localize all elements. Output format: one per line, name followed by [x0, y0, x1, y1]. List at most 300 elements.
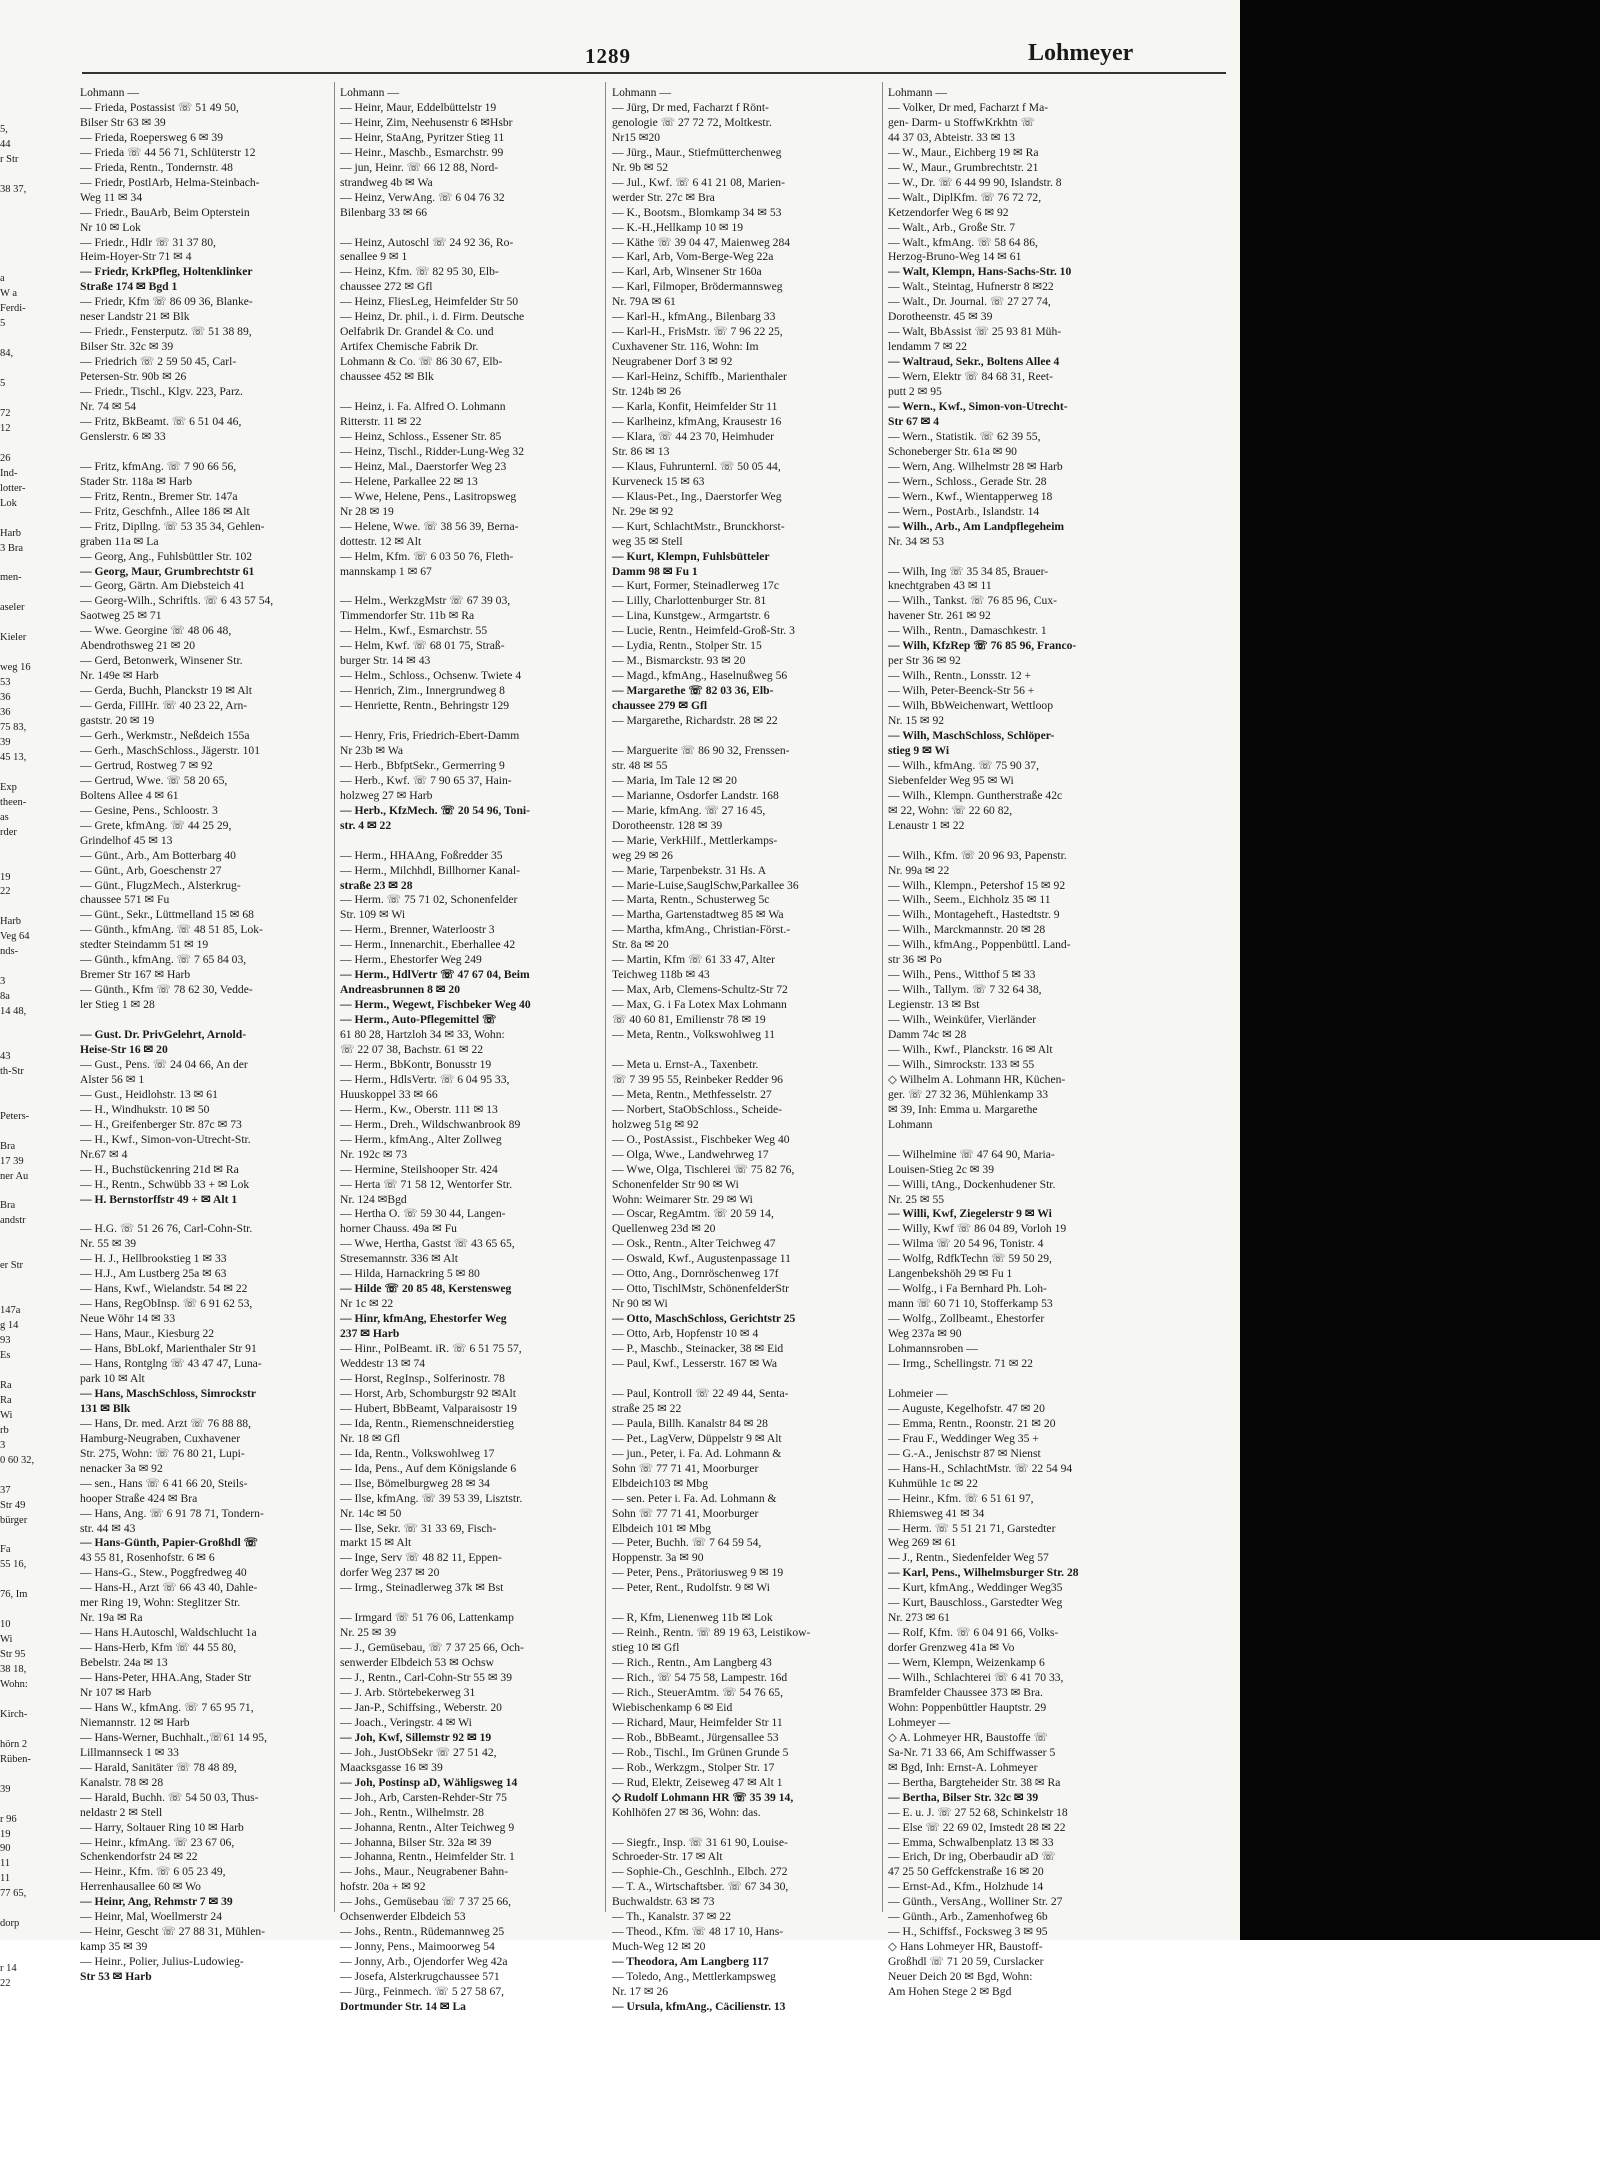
directory-entry: — Paul, Kwf., Lesserstr. 167 ✉ Wa	[612, 1357, 778, 1371]
directory-entry: — Friedr, KrkPfleg, Holtenklinker	[80, 265, 253, 279]
directory-entry: — Hinr., PolBeamt. iR. ☏ 6 51 75 57,	[340, 1342, 522, 1356]
directory-entry: Nr 1c ✉ 22	[340, 1297, 394, 1311]
directory-entry: Str. 124b ✉ 26	[612, 385, 681, 399]
directory-entry: — Wern, Elektr ☏ 84 68 31, Reet-	[888, 370, 1054, 384]
directory-entry: — Willi, Kwf, Ziegelerstr 9 ✉ Wi	[888, 1207, 1052, 1221]
directory-entry: Nr. 9b ✉ 52	[612, 160, 669, 174]
directory-entry: — Herm., Milchhdl, Billhorner Kanal-	[340, 863, 520, 877]
directory-entry: — Volker, Dr med, Facharzt f Ma-	[888, 100, 1049, 114]
directory-entry	[340, 1596, 598, 1611]
directory-entry: — Wilh, MaschSchloss, Schlöper-	[888, 728, 1055, 742]
margin-fragment: 5	[0, 318, 6, 330]
directory-entry: — Gertrud, Wwe. ☏ 58 20 65,	[80, 773, 228, 787]
directory-entry: Abendrothsweg 21 ✉ 20	[80, 639, 196, 653]
directory-entry: Nr. 18 ✉ Gfl	[340, 1431, 400, 1445]
directory-entry: Nr. 79A ✉ 61	[612, 295, 676, 309]
directory-entry: Genslerstr. 6 ✉ 33	[80, 429, 166, 443]
directory-entry: 43 55 81, Rosenhofstr. 6 ✉ 6	[80, 1551, 215, 1565]
directory-entry: — Wern, Ang. Wilhelmstr 28 ✉ Harb	[888, 459, 1063, 473]
directory-entry: — Ilse, Bömelburgweg 28 ✉ 34	[340, 1476, 490, 1490]
directory-entry: Maacksgasse 16 ✉ 39	[340, 1760, 443, 1774]
directory-entry: Schroeder-Str. 17 ✉ Alt	[612, 1850, 723, 1864]
directory-entry: — Friedr, PostlArb, Helma-Steinbach-	[80, 175, 260, 189]
directory-entry: — Wilh., Tankst. ☏ 76 85 96, Cux-	[888, 594, 1057, 608]
directory-entry: — Hertha O. ☏ 59 30 44, Langen-	[340, 1207, 506, 1221]
directory-entry: — Wolfg., i Fa Bernhard Ph. Loh-	[888, 1282, 1047, 1296]
margin-fragment	[0, 1035, 58, 1050]
directory-entry: — Wilh., kfmAng., Poppenbüttl. Land-	[888, 938, 1071, 952]
directory-entry: mann ☏ 60 71 10, Stofferkamp 53	[888, 1297, 1053, 1311]
margin-fragment: ner Au	[0, 1170, 29, 1182]
margin-fragment: 93	[0, 1335, 11, 1347]
directory-entry: Stader Str. 118a ✉ Harb	[80, 474, 192, 488]
directory-entry: Bremer Str 167 ✉ Harb	[80, 968, 191, 982]
column-divider	[334, 82, 335, 1912]
directory-entry: — Lilly, Charlottenburger Str. 81	[612, 594, 767, 608]
margin-fragment: dorp	[0, 1918, 20, 1930]
directory-entry	[340, 385, 598, 400]
directory-entry: — Fritz, Dipllng. ☏ 53 35 34, Gehlen-	[80, 519, 265, 533]
directory-entry: — Heinr, Mal, Woellmerstr 24	[80, 1910, 222, 1924]
directory-entry: Herzog-Bruno-Weg 14 ✉ 61	[888, 250, 1022, 264]
margin-fragment: weg 16	[0, 662, 31, 674]
margin-fragment: 11	[0, 1858, 11, 1870]
margin-fragment: 10	[0, 1619, 11, 1631]
margin-fragment	[0, 437, 58, 452]
directory-entry: Nr. 15 ✉ 92	[888, 714, 945, 728]
directory-entry: — Günt., FlugzMech., Alsterkrug-	[80, 878, 241, 892]
directory-entry: — Gerda, FillHr. ☏ 40 23 22, Arn-	[80, 699, 248, 713]
directory-entry: Weddestr 13 ✉ 74	[340, 1357, 426, 1371]
margin-fragment: 55 16,	[0, 1559, 27, 1571]
directory-entry: — Helm., WerkzgMstr ☏ 67 39 03,	[340, 594, 511, 608]
directory-entry: Nr. 17 ✉ 26	[612, 1985, 669, 1999]
directory-entry: — Ursula, kfmAng., Cäcilienstr. 13	[612, 2000, 786, 2013]
directory-entry: — Josefa, Alsterkrugchaussee 571	[340, 1970, 500, 1984]
directory-entry: — Hilda, Harnackring 5 ✉ 80	[340, 1267, 480, 1281]
directory-entry: ✉ 39, Inh: Emma u. Margarethe	[888, 1102, 1038, 1116]
directory-entry: Schonenfelder Str 90 ✉ Wi	[612, 1177, 739, 1191]
margin-fragment: Wi	[0, 1409, 13, 1421]
directory-entry: — Hans-G., Stew., Poggfredweg 40	[80, 1566, 247, 1580]
directory-entry: — Walt, Klempn, Hans-Sachs-Str. 10	[888, 265, 1072, 279]
directory-entry: Damm 98 ✉ Fu 1	[612, 564, 698, 578]
directory-entry: — J. Arb. Störtebekerweg 31	[340, 1685, 476, 1699]
directory-entry: — Karl, Pens., Wilhelmsburger Str. 28	[888, 1566, 1079, 1580]
margin-fragment: 22	[0, 886, 11, 898]
directory-entry: — Herm., Wegewt, Fischbeker Weg 40	[340, 998, 531, 1012]
directory-entry: — Heinz, FliesLeg, Heimfelder Str 50	[340, 295, 519, 309]
margin-fragment	[0, 257, 58, 272]
directory-entry: — Friedrich ☏ 2 59 50 45, Carl-	[80, 355, 237, 369]
directory-entry: — Rolf, Kfm. ☏ 6 04 91 66, Volks-	[888, 1626, 1059, 1640]
directory-entry: — Karla, Konfit, Heimfelder Str 11	[612, 400, 778, 414]
directory-entry: 44 37 03, Abteistr. 33 ✉ 13	[888, 130, 1015, 144]
directory-entry: — Georg, Maur, Grumbrechtstr 61	[80, 564, 255, 578]
directory-entry: — Georg, Ang., Fuhlsbüttler Str. 102	[80, 549, 253, 563]
directory-entry: Lillmannseck 1 ✉ 33	[80, 1745, 179, 1759]
directory-entry: Niemannstr. 12 ✉ Harb	[80, 1715, 190, 1729]
margin-fragment: hörn 2	[0, 1738, 28, 1750]
directory-entry: — Auguste, Kegelhofstr. 47 ✉ 20	[888, 1401, 1045, 1415]
directory-entry: — Rob., Tischl., Im Grünen Grunde 5	[612, 1745, 789, 1759]
directory-entry: — Günth., VersAng., Wolliner Str. 27	[888, 1895, 1063, 1909]
directory-entry: — Waltraud, Sekr., Boltens Allee 4	[888, 355, 1060, 369]
directory-entry: Huuskoppel 33 ✉ 66	[340, 1087, 438, 1101]
directory-entry: — M., Bismarckstr. 93 ✉ 20	[612, 654, 746, 668]
column-heading: Lohmann —	[80, 86, 139, 99]
margin-fragment: lotter-	[0, 482, 26, 494]
directory-entry: stieg 9 ✉ Wi	[888, 743, 950, 757]
directory-entry: — Walt., Arb., Große Str. 7	[888, 220, 1016, 234]
directory-entry: — H., Rentn., Schwübb 33 + ✉ Lok	[80, 1177, 250, 1191]
directory-entry: — H., Buchstückenring 21d ✉ Ra	[80, 1162, 239, 1176]
directory-entry: — Marta, Rentn., Schusterweg 5c	[612, 893, 770, 907]
directory-entry: — Walt., Dr. Journal. ☏ 27 27 74,	[888, 295, 1051, 309]
directory-entry: — Rich., Rentn., Am Langberg 43	[612, 1656, 772, 1670]
directory-entry: — Erich, Dr ing, Oberbaudir aD ☏	[888, 1850, 1056, 1864]
directory-entry: — Heinz, Tischl., Ridder-Lung-Weg 32	[340, 444, 524, 458]
directory-entry: — Gust., Heidlohstr. 13 ✉ 61	[80, 1087, 218, 1101]
directory-entry: Großhdl ☏ 71 20 59, Curslacker	[888, 1955, 1044, 1969]
margin-fragment: 19	[0, 1828, 11, 1840]
directory-entry: — Lina, Kunstgew., Armgartstr. 6	[612, 609, 770, 623]
directory-entry	[80, 1207, 330, 1222]
directory-entry: Oelfabrik Dr. Grandel & Co. und	[340, 325, 494, 339]
directory-entry: — Wilma ☏ 20 54 96, Tonistr. 4	[888, 1237, 1044, 1251]
margin-fragment	[0, 168, 58, 183]
directory-entry: dorfer Weg 237 ✉ 20	[340, 1566, 440, 1580]
directory-entry: — Heinr., Kfm. ☏ 6 51 61 97,	[888, 1491, 1034, 1505]
directory-entry: — Wilh., Simrockstr. 133 ✉ 55	[888, 1057, 1035, 1071]
directory-entry: — Wern., Kwf., Simon-von-Utrecht-	[888, 400, 1068, 414]
directory-entry: Neuer Deich 20 ✉ Bgd, Wohn:	[888, 1970, 1033, 1984]
directory-entry: Nr. 99a ✉ 22	[888, 863, 950, 877]
directory-entry: mer Ring 19, Wohn: Steglitzer Str.	[80, 1596, 241, 1610]
margin-fragment	[0, 856, 58, 871]
directory-entry: Elbdeich 101 ✉ Mbg	[612, 1521, 711, 1535]
directory-entry: — H.J., Am Lustberg 25a ✉ 63	[80, 1267, 227, 1281]
directory-entry: — Heinz, Autoschl ☏ 24 92 36, Ro-	[340, 235, 514, 249]
directory-entry: — Oswald, Kwf., Augustenpassage 11	[612, 1252, 791, 1266]
directory-entry: — Ilse, kfmAng. ☏ 39 53 39, Lisztstr.	[340, 1491, 523, 1505]
directory-entry: Nr. 124 ✉Bgd	[340, 1192, 407, 1206]
margin-fragment	[0, 1469, 58, 1484]
directory-entry: — Olga, Wwe., Landwehrweg 17	[612, 1147, 769, 1161]
directory-entry: — Jürg., Feinmech. ☏ 5 27 58 67,	[340, 1985, 505, 1999]
directory-entry: — Johs., Maur., Neugrabener Bahn-	[340, 1865, 509, 1879]
directory-entry: — Frau F., Weddinger Weg 35 +	[888, 1431, 1039, 1445]
scan-background-dark	[1240, 0, 1600, 1940]
directory-entry: — Heinz, Schloss., Essener Str. 85	[340, 429, 502, 443]
directory-entry: — Joh., Rentn., Wilhelmstr. 28	[340, 1805, 484, 1819]
directory-entry: senwerder Elbdeich 53 ✉ Ochsw	[340, 1656, 494, 1670]
directory-entry: — Johanna, Rentn., Alter Teichweg 9	[340, 1820, 515, 1834]
margin-fragment: 43	[0, 1050, 11, 1062]
directory-entry: knechtgraben 43 ✉ 11	[888, 579, 992, 593]
margin-fragment: 84,	[0, 348, 14, 360]
directory-entry: — Herm., HHAAng, Foßredder 35	[340, 848, 503, 862]
directory-entry: — Günt., Arb., Am Botterbarg 40	[80, 848, 236, 862]
margin-fragment	[0, 1289, 58, 1304]
directory-entry: — Jul., Kwf. ☏ 6 41 21 08, Marien-	[612, 175, 785, 189]
margin-fragment	[0, 1693, 58, 1708]
directory-entry: Teichweg 118b ✉ 43	[612, 968, 710, 982]
margin-fragment	[0, 1798, 58, 1813]
directory-entry: graben 11a ✉ La	[80, 534, 159, 548]
directory-entry: — Hans, Kwf., Wielandstr. 54 ✉ 22	[80, 1282, 248, 1296]
directory-entry: — Kurt, kfmAng., Weddinger Weg35	[888, 1581, 1063, 1595]
directory-entry: nenacker 3a ✉ 92	[80, 1461, 163, 1475]
directory-entry: — Herm., HdlVertr ☏ 47 67 04, Beim	[340, 968, 530, 982]
directory-entry: — Wilh., Rentn., Damaschkestr. 1	[888, 624, 1047, 638]
directory-entry: — R, Kfm, Lienenweg 11b ✉ Lok	[612, 1611, 773, 1625]
directory-entry: — Klaus-Pet., Ing., Daerstorfer Weg	[612, 489, 782, 503]
directory-entry: — Marie-Luise,SauglSchw,Parkallee 36	[612, 878, 799, 892]
directory-entry: — Heinz, VerwAng. ☏ 6 04 76 32	[340, 190, 505, 204]
directory-entry: — Reinh., Rentn. ☏ 89 19 63, Leistikow-	[612, 1626, 811, 1640]
directory-entry: — Helm., Schloss., Ochsenw. Twiete 4	[340, 669, 522, 683]
directory-entry: — Joh., JustObSekr ☏ 27 51 42,	[340, 1745, 497, 1759]
directory-entry: — Hans, Rontglng ☏ 43 47 47, Luna-	[80, 1357, 262, 1371]
directory-entry	[612, 1043, 880, 1058]
directory-entry: ☏ 22 07 38, Bachstr. 61 ✉ 22	[340, 1043, 484, 1056]
directory-entry: — Friedr., Tischl., Klgv. 223, Parz.	[80, 385, 243, 399]
directory-entry: — Jan-P., Schiffsing., Weberstr. 20	[340, 1700, 502, 1714]
directory-entry: — Heinz, i. Fa. Alfred O. Lohmann	[340, 400, 506, 414]
margin-fragment	[0, 1185, 58, 1200]
margin-fragment: Str 49	[0, 1499, 26, 1511]
directory-entry: — Marie, kfmAng. ☏ 27 16 45,	[612, 803, 766, 817]
directory-entry: — Frieda, Rentn., Tondernstr. 48	[80, 160, 233, 174]
directory-entry: Kurveneck 15 ✉ 63	[612, 474, 705, 488]
directory-entry: — Klara, ☏ 44 23 70, Heimhuder	[612, 429, 774, 443]
margin-fragment: 76, Im	[0, 1589, 28, 1601]
directory-entry: — Martha, kfmAng., Christian-Först.-	[612, 923, 791, 937]
directory-entry: weg 29 ✉ 26	[612, 848, 673, 862]
margin-fragment: 12	[0, 422, 11, 434]
directory-entry: Nr15 ✉20	[612, 130, 661, 144]
directory-entry: — Hubert, BbBeamt, Valparaisostr 19	[340, 1401, 517, 1415]
directory-entry: ☏ 7 39 95 55, Reinbeker Redder 96	[612, 1072, 783, 1086]
margin-fragment: 5	[0, 378, 6, 390]
margin-fragment	[0, 213, 58, 228]
directory-entry: — Irmgard ☏ 51 76 06, Lattenkamp	[340, 1611, 514, 1625]
margin-fragment: g 14	[0, 1320, 19, 1332]
directory-entry: — Jürg., Maur., Stiefmütterchenweg	[612, 145, 782, 159]
directory-entry: — Hans-Herb, Kfm ☏ 44 55 80,	[80, 1641, 237, 1655]
margin-fragment	[0, 1723, 58, 1738]
directory-entry: Elbdeich103 ✉ Mbg	[612, 1476, 709, 1490]
directory-entry: — Marianne, Osdorfer Landstr. 168	[612, 788, 779, 802]
directory-entry: — jun., Peter, i. Fa. Ad. Lohmann &	[612, 1446, 782, 1460]
column-divider	[605, 82, 606, 1912]
directory-entry: — Wwe, Olga, Tischlerei ☏ 75 82 76,	[612, 1162, 795, 1176]
directory-entry: — Heinz, Dr. phil., i. d. Firm. Deutsche	[340, 310, 525, 324]
directory-entry: Nr. 14c ✉ 50	[340, 1506, 402, 1520]
margin-fragment	[0, 332, 58, 347]
directory-entry: Neue Wöhr 14 ✉ 33	[80, 1312, 176, 1326]
directory-entry: — W., Dr. ☏ 6 44 99 90, Islandstr. 8	[888, 175, 1062, 189]
directory-entry: — Günt., Arb, Goeschenstr 27	[80, 863, 222, 877]
directory-entry: Nr.67 ✉ 4	[80, 1147, 128, 1161]
column-divider	[882, 82, 883, 1912]
directory-entry: Ketzendorfer Weg 6 ✉ 92	[888, 205, 1009, 219]
margin-fragment	[0, 362, 58, 377]
directory-entry: Kohlhöfen 27 ✉ 36, Wohn: das.	[612, 1805, 761, 1819]
margin-fragment: 36	[0, 692, 11, 704]
directory-entry: — Maria, Im Tale 12 ✉ 20	[612, 773, 737, 787]
directory-entry: Nr 90 ✉ Wi	[612, 1297, 668, 1311]
directory-entry: — J., Rentn., Carl-Cohn-Str 55 ✉ 39	[340, 1671, 513, 1685]
directory-entry: — Helm, Kwf. ☏ 68 01 75, Straß-	[340, 639, 505, 653]
directory-entry: — Gust., Pens. ☏ 24 04 66, An der	[80, 1057, 248, 1071]
margin-fragment: theen-	[0, 796, 27, 808]
margin-fragment	[0, 93, 58, 108]
directory-entry: Nr. 34 ✉ 53	[888, 534, 945, 548]
margin-fragment	[0, 557, 58, 572]
directory-entry: — Max, G. i Fa Lotex Max Lohmann	[612, 998, 787, 1012]
directory-entry: Lenaustr 1 ✉ 22	[888, 818, 965, 832]
directory-entry: — E. u. J. ☏ 27 52 68, Schinkelstr 18	[888, 1805, 1068, 1819]
margin-fragment: 39	[0, 736, 11, 748]
directory-entry: Heim-Hoyer-Str 71 ✉ 4	[80, 250, 192, 264]
margin-fragment: 14 48,	[0, 1006, 27, 1018]
directory-entry: Boltens Allee 4 ✉ 61	[80, 788, 179, 802]
directory-entry: Nr. 192c ✉ 73	[340, 1147, 408, 1161]
directory-entry: — Joh., Arb, Carsten-Rehder-Str 75	[340, 1790, 507, 1804]
directory-entry: — Ida, Rentn., Riemenschneiderstieg	[340, 1416, 514, 1430]
directory-entry: — Else ☏ 22 69 02, Imstedt 28 ✉ 22	[888, 1820, 1066, 1834]
directory-entry: — Herm., Auto-Pflegemittel ☏	[340, 1013, 497, 1027]
margin-fragment: Kieler	[0, 632, 27, 644]
directory-entry: — Wilh., Tallym. ☏ 7 32 64 38,	[888, 983, 1042, 997]
directory-entry: lendamm 7 ✉ 22	[888, 340, 967, 354]
directory-entry: ✉ 22, Wohn: ☏ 22 60 82,	[888, 803, 1013, 817]
directory-entry: — Georg, Gärtn. Am Diebsteich 41	[80, 579, 245, 593]
margin-fragment: r 14	[0, 1963, 17, 1975]
directory-entry: — Marie, Tarpenbekstr. 31 Hs. A	[612, 863, 767, 877]
directory-entry: — Wwe, Helene, Pens., Lasitropsweg	[340, 489, 517, 503]
directory-entry: — Jürg, Dr med, Facharzt f Rönt-	[612, 100, 769, 114]
directory-entry: park 10 ✉ Alt	[80, 1371, 145, 1385]
margin-fragment: 8a	[0, 991, 10, 1003]
directory-entry: Nr. 149e ✉ Harb	[80, 669, 159, 683]
directory-entry: — Marguerite ☏ 86 90 32, Frenssen-	[612, 743, 790, 757]
margin-fragment	[0, 1603, 58, 1618]
directory-entry: — Magd., kfmAng., Haselnußweg 56	[612, 669, 788, 683]
directory-entry: stieg 10 ✉ Gfl	[612, 1641, 680, 1655]
directory-entry: — Fritz, BkBeamt. ☏ 6 51 04 46,	[80, 414, 242, 428]
directory-entry: — W., Maur., Grumbrechtstr. 21	[888, 160, 1039, 174]
directory-entry: — Karl, Filmoper, Brödermannsweg	[612, 280, 783, 294]
directory-entry: Timmendorfer Str. 11b ✉ Ra	[340, 609, 475, 623]
directory-entry: Nr 10 ✉ Lok	[80, 220, 141, 234]
directory-entry: — Norbert, StaObSchloss., Scheide-	[612, 1102, 783, 1116]
directory-entry: Bilser Str 63 ✉ 39	[80, 115, 166, 129]
directory-entry: str. 48 ✉ 55	[612, 758, 668, 772]
directory-entry: — Herm. ☏ 75 71 02, Schonenfelder	[340, 893, 518, 907]
directory-entry: — Heinr, Maur, Eddelbüttelstr 19	[340, 100, 497, 114]
margin-fragment: 11	[0, 1873, 11, 1885]
directory-entry: Lohmeyer —	[888, 1715, 951, 1729]
directory-entry: Cuxhavener Str. 116, Wohn: Im	[612, 340, 759, 354]
directory-entry: Wohn: Weimarer Str. 29 ✉ Wi	[612, 1192, 753, 1206]
previous-page-margin	[0, 78, 58, 1990]
directory-entry: — Karl, Arb, Winsener Str 160a	[612, 265, 762, 279]
directory-entry: — jun, Heinr. ☏ 66 12 88, Nord-	[340, 160, 499, 174]
directory-entry: Nr. 55 ✉ 39	[80, 1237, 137, 1251]
margin-fragment: nds-	[0, 946, 19, 958]
directory-entry: Stresemannstr. 336 ✉ Alt	[340, 1252, 458, 1266]
margin-fragment: r 96	[0, 1813, 17, 1825]
margin-fragment: Harb	[0, 527, 21, 539]
directory-entry: — Wilh., Marckmannstr. 20 ✉ 28	[888, 923, 1046, 937]
directory-entry: — Günth., Kfm ☏ 78 62 30, Vedde-	[80, 983, 253, 997]
directory-entry: — Hans, Ang. ☏ 6 91 78 71, Tondern-	[80, 1506, 264, 1520]
directory-entry	[340, 221, 598, 236]
directory-entry: — Gerh., Werkmstr., Neßdeich 155a	[80, 728, 250, 742]
directory-entry: Bebelstr. 24a ✉ 13	[80, 1656, 168, 1670]
directory-entry: dottestr. 12 ✉ Alt	[340, 534, 422, 548]
directory-entry: ◇ Hans Lohmeyer HR, Baustoff-	[888, 1940, 1043, 1954]
directory-entry: — Henry, Fris, Friedrich-Ebert-Damm	[340, 728, 520, 742]
directory-entry: — Hinr, kfmAng, Ehestorfer Weg	[340, 1312, 507, 1326]
directory-entry: — Emma, Rentn., Roonstr. 21 ✉ 20	[888, 1416, 1056, 1430]
margin-fragment: Rüben-	[0, 1753, 31, 1765]
directory-entry: str 36 ✉ Po	[888, 953, 942, 967]
margin-fragment: Bra	[0, 1200, 16, 1212]
listing-column-4	[888, 86, 1130, 1999]
directory-entry: — Toledo, Ang., Mettlerkampsweg	[612, 1970, 776, 1984]
directory-entry: — Inge, Serv ☏ 48 82 11, Eppen-	[340, 1551, 502, 1565]
margin-fragment	[0, 78, 58, 93]
directory-entry: Hamburg-Neugraben, Cuxhavener	[80, 1431, 241, 1445]
directory-entry: — Hans, MaschSchloss, Simrockstr	[80, 1386, 256, 1400]
directory-entry: — Rud, Elektr, Zeiseweg 47 ✉ Alt 1	[612, 1775, 783, 1789]
directory-entry: — H. J., Hellbrookstieg 1 ✉ 33	[80, 1252, 227, 1266]
directory-entry: — Günth., Arb., Zamenhofweg 6b	[888, 1910, 1048, 1924]
directory-entry: strandweg 4b ✉ Wa	[340, 175, 433, 189]
directory-entry: Nr. 29e ✉ 92	[612, 504, 674, 518]
directory-entry: Str 67 ✉ 4	[888, 414, 940, 428]
margin-fragment: 38 37,	[0, 183, 27, 195]
margin-fragment: Fa	[0, 1544, 11, 1556]
directory-entry: — Frieda, Postassist ☏ 51 49 50,	[80, 100, 239, 114]
directory-entry: — Herb., Kwf. ☏ 7 90 65 37, Hain-	[340, 773, 512, 787]
directory-entry: — Wilh., Rentn., Lonsstr. 12 +	[888, 669, 1032, 683]
margin-fragment	[0, 512, 58, 527]
directory-entry: — Karl-Heinz, Schiffb., Marienthaler	[612, 370, 787, 384]
directory-entry: — J., Rentn., Siedenfelder Weg 57	[888, 1551, 1049, 1565]
directory-entry: — Hans-Werner, Buchhalt.,☏61 14 95,	[80, 1730, 267, 1744]
margin-fragment	[0, 1020, 58, 1035]
directory-entry: — P., Maschb., Steinacker, 38 ✉ Eid	[612, 1342, 784, 1356]
margin-fragment: Bra	[0, 1140, 16, 1152]
directory-entry: — Wern., Statistik. ☏ 62 39 55,	[888, 429, 1041, 443]
directory-entry: Str. 8a ✉ 20	[612, 938, 669, 952]
directory-entry: — K., Bootsm., Blomkamp 34 ✉ 53	[612, 205, 782, 219]
margin-fragment: 19	[0, 871, 11, 883]
directory-entry: — Wwe, Hertha, Gastst ☏ 43 65 65,	[340, 1237, 515, 1251]
directory-entry: Bilser Str. 32c ✉ 39	[80, 340, 174, 354]
directory-entry: — Karl-H., FrisMstr. ☏ 7 96 22 25,	[612, 325, 783, 339]
directory-entry: — Horst, Arb, Schomburgstr 92 ✉Alt	[340, 1386, 517, 1400]
directory-entry: Nr 107 ✉ Harb	[80, 1685, 152, 1699]
directory-entry	[612, 1596, 880, 1611]
margin-fragment: 5,	[0, 123, 8, 135]
directory-entry: — Emma, Schwalbenplatz 13 ✉ 33	[888, 1835, 1054, 1849]
